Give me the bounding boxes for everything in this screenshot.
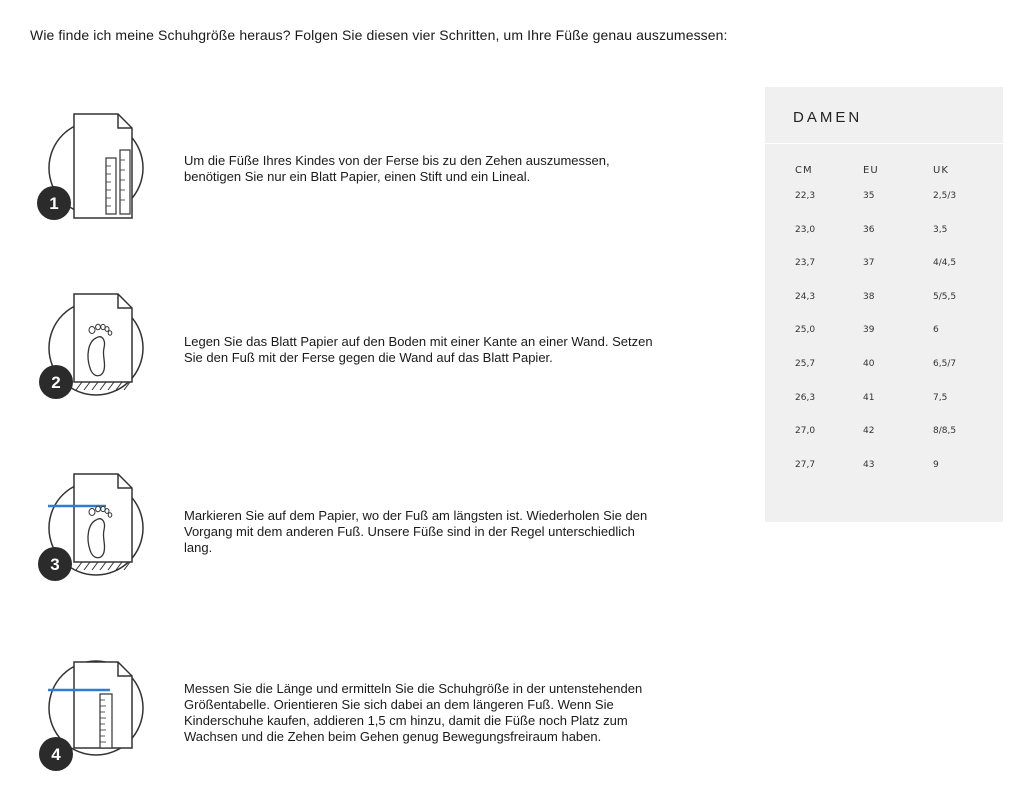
table-row xyxy=(795,393,993,427)
cell-eu: 37 xyxy=(863,258,875,269)
step-number: 4 xyxy=(51,745,61,764)
step-4 xyxy=(36,650,736,790)
paper-foot-mark-icon xyxy=(36,470,166,600)
cell-cm: 27,0 xyxy=(795,426,816,437)
cell-eu: 42 xyxy=(863,426,875,437)
cell-uk: 3,5 xyxy=(933,224,948,235)
cell-eu: 41 xyxy=(863,392,875,403)
column-header-uk: UK xyxy=(933,164,949,176)
step-text-line: Wachsen und die Zehen beim Gehen genug Bewegungsfreiraum haben. xyxy=(184,729,602,744)
step-text-line: Vorgang mit dem anderen Fuß. Unsere Füße sind in der Regel unterschiedlich xyxy=(184,524,635,539)
step-text-line: Um die Füße Ihres Kindes von der Ferse bis zu den Zehen auszumessen, xyxy=(184,153,610,168)
cell-cm: 22,3 xyxy=(795,191,816,201)
cell-eu: 43 xyxy=(863,459,875,470)
cell-uk: 9 xyxy=(933,459,939,470)
cell-cm: 25,0 xyxy=(795,325,816,336)
step-3 xyxy=(36,470,736,610)
cell-cm: 27,7 xyxy=(795,459,816,470)
cell-eu: 39 xyxy=(863,325,875,336)
table-row xyxy=(795,292,993,326)
step-text-line: benötigen Sie nur ein Blatt Papier, einen Stift und ein Lineal. xyxy=(184,169,531,184)
cell-uk: 4/4,5 xyxy=(933,258,957,269)
column-header-cm: CM xyxy=(795,164,813,176)
step-1 xyxy=(36,110,736,250)
table-row xyxy=(795,359,993,393)
step-text-line: Sie den Fuß mit der Ferse gegen die Wand auf das Blatt Papier. xyxy=(184,350,553,365)
cell-cm: 25,7 xyxy=(795,358,816,369)
column-header-eu: EU xyxy=(863,164,879,176)
intro-text: Wie finde ich meine Schuhgröße heraus? Folgen Sie diesen vier Schritten, um Ihre Füße genau auszumessen: xyxy=(30,27,728,43)
cell-cm: 24,3 xyxy=(795,291,816,302)
cell-eu: 36 xyxy=(863,224,875,235)
step-2 xyxy=(36,290,736,430)
paper-measure-icon xyxy=(36,650,166,780)
paper-foot-icon xyxy=(36,290,166,420)
table-header-row xyxy=(795,163,993,191)
table-row xyxy=(795,258,993,292)
table-row xyxy=(795,460,993,494)
step-text-line: lang. xyxy=(184,540,213,555)
cell-uk: 5/5,5 xyxy=(933,291,957,302)
size-chart-panel xyxy=(765,87,1003,522)
cell-uk: 6 xyxy=(933,325,939,336)
cell-cm: 23,7 xyxy=(795,258,816,269)
step-text-line: Messen Sie die Länge und ermitteln Sie die Schuhgröße in der untenstehenden xyxy=(184,681,643,696)
step-number: 3 xyxy=(50,555,60,574)
table-row xyxy=(795,225,993,259)
step-number: 1 xyxy=(49,194,59,213)
divider xyxy=(765,143,1003,144)
step-text-line: Größentabelle. Orientieren Sie sich dabei an dem längeren Fuß. Wenn Sie xyxy=(184,697,614,712)
size-table xyxy=(795,163,993,493)
cell-cm: 23,0 xyxy=(795,224,816,235)
cell-uk: 8/8,5 xyxy=(933,426,957,437)
cell-cm: 26,3 xyxy=(795,392,816,403)
step-text-line: Legen Sie das Blatt Papier auf den Boden mit einer Kante an einer Wand. Setzen xyxy=(184,334,653,349)
cell-uk: 7,5 xyxy=(933,392,948,403)
table-row xyxy=(795,191,993,225)
step-text-line: Markieren Sie auf dem Papier, wo der Fuß am längsten ist. Wiederholen Sie den xyxy=(184,508,648,523)
cell-eu: 40 xyxy=(863,358,875,369)
size-chart-title: DAMEN xyxy=(793,109,863,126)
step-number: 2 xyxy=(51,373,61,392)
cell-eu: 35 xyxy=(863,191,875,201)
table-row xyxy=(795,426,993,460)
cell-eu: 38 xyxy=(863,291,875,302)
step-text-line: Kinderschuhe kaufen, addieren 1,5 cm hinzu, damit die Füße noch Platz zum xyxy=(184,713,628,728)
cell-uk: 2,5/3 xyxy=(933,191,957,201)
cell-uk: 6,5/7 xyxy=(933,358,957,369)
table-row xyxy=(795,325,993,359)
paper-ruler-icon xyxy=(36,110,166,240)
